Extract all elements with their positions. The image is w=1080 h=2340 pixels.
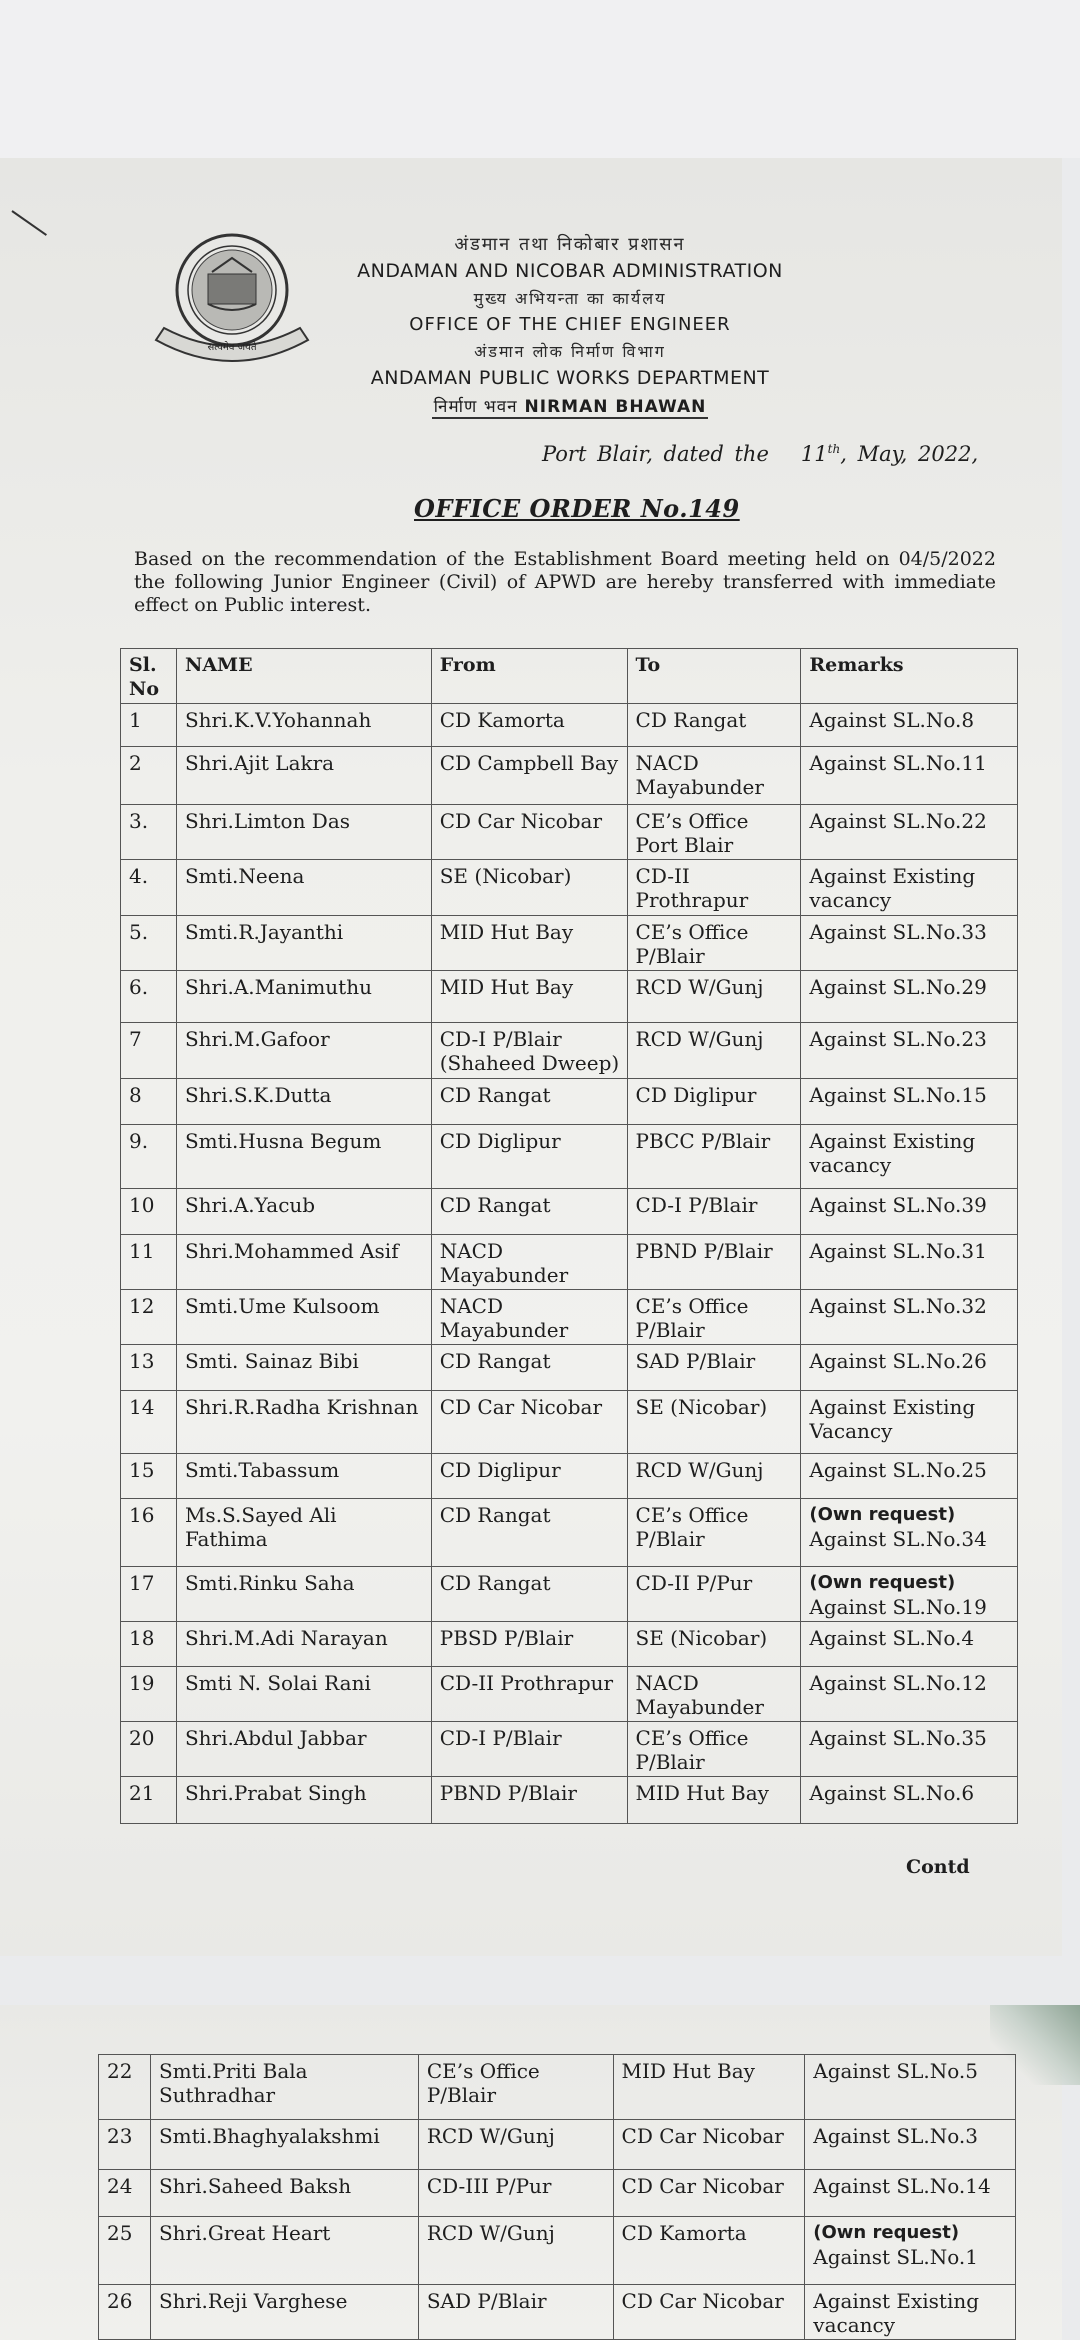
remark-text: Against SL.No.31 [809, 1239, 987, 1263]
cell-remarks [805, 2285, 1016, 2340]
header-bhawan: निर्माण भवन NIRMAN BHAWAN [320, 394, 820, 419]
cell-to: CD Rangat [627, 704, 801, 747]
cell-sl: 19 [121, 1667, 177, 1722]
contd-label: Contd [906, 1856, 970, 1878]
administration-emblem [150, 232, 315, 372]
remark-text: Against Existing vacancy [809, 864, 976, 912]
cell-sl: 4. [121, 860, 177, 916]
cell-from: CD-I P/Blair [431, 1722, 627, 1777]
cell-from: SE (Nicobar) [431, 860, 627, 916]
cell-to: CD Car Nicobar [613, 2120, 805, 2170]
cell-remarks [805, 2217, 1016, 2285]
cell-to: RCD W/Gunj [627, 1023, 801, 1079]
header-hindi-ce: मुख्य अभियन्ता का कार्यलय [473, 289, 667, 308]
table-row [121, 1454, 1018, 1499]
table-row [121, 1567, 1018, 1622]
cell-name: Shri.A.Manimuthu [176, 971, 431, 1023]
table-row [121, 1235, 1018, 1290]
cell-sl: 22 [99, 2055, 151, 2120]
cell-name: Smti.Neena [176, 860, 431, 916]
cell-remarks [801, 1345, 1018, 1391]
remark-text: Against SL.No.14 [813, 2174, 991, 2198]
cell-to: CD Diglipur [627, 1079, 801, 1125]
remark-text: Against SL.No.11 [809, 751, 987, 775]
cell-to: NACD Mayabunder [627, 1667, 801, 1722]
cell-remarks [801, 916, 1018, 971]
cell-from: CD Car Nicobar [431, 805, 627, 860]
cell-name: Shri.M.Gafoor [176, 1023, 431, 1079]
cell-to: CE’s Office P/Blair [627, 1499, 801, 1567]
cell-name: Ms.S.Sayed Ali Fathima [176, 1499, 431, 1567]
remark-text: Against Existing vacancy [813, 2289, 980, 2337]
remark-text: Against SL.No.19 [809, 1595, 987, 1619]
cell-remarks [801, 805, 1018, 860]
cell-name: Shri.Great Heart [150, 2217, 418, 2285]
table-row [121, 1499, 1018, 1567]
cell-sl: 26 [99, 2285, 151, 2340]
cell-name: Shri.S.K.Dutta [176, 1079, 431, 1125]
cell-to: CE’s Office Port Blair [627, 805, 801, 860]
cell-remarks [801, 747, 1018, 805]
remark-text: Against SL.No.8 [809, 708, 975, 732]
cell-name: Shri.K.V.Yohannah [176, 704, 431, 747]
cell-remarks [801, 860, 1018, 916]
cell-name: Smti.Husna Begum [176, 1125, 431, 1189]
col-sl-no: Sl. No [121, 649, 177, 704]
remark-text: Against SL.No.5 [813, 2059, 978, 2083]
remark-text: Against SL.No.3 [813, 2124, 978, 2148]
table-row [121, 1125, 1018, 1189]
cell-sl: 16 [121, 1499, 177, 1567]
remark-text: Against SL.No.25 [809, 1458, 987, 1482]
cell-from: CD Rangat [431, 1189, 627, 1235]
remark-text: Against SL.No.34 [809, 1527, 987, 1551]
cell-to: NACD Mayabunder [627, 747, 801, 805]
transfer-table [120, 648, 1018, 1824]
cell-sl: 17 [121, 1567, 177, 1622]
cell-to: SAD P/Blair [627, 1345, 801, 1391]
cell-name: Shri.Mohammed Asif [176, 1235, 431, 1290]
remark-text: Against Existing vacancy [809, 1129, 976, 1177]
table-row [121, 916, 1018, 971]
cell-from: CD Rangat [431, 1499, 627, 1567]
cell-sl: 9. [121, 1125, 177, 1189]
cell-to: CD Car Nicobar [613, 2170, 805, 2217]
cell-name: Shri.Saheed Baksh [150, 2170, 418, 2217]
cell-name: Shri.Limton Das [176, 805, 431, 860]
cell-sl: 2 [121, 747, 177, 805]
cell-sl: 1 [121, 704, 177, 747]
cell-name: Smti.Tabassum [176, 1454, 431, 1499]
cell-remarks [801, 1235, 1018, 1290]
cell-to: CD Car Nicobar [613, 2285, 805, 2340]
cell-sl: 6. [121, 971, 177, 1023]
cell-from: NACD Mayabunder [431, 1235, 627, 1290]
cell-name: Shri.R.Radha Krishnan [176, 1391, 431, 1454]
cell-name: Shri.Ajit Lakra [176, 747, 431, 805]
header-dept: ANDAMAN PUBLIC WORKS DEPARTMENT [370, 367, 770, 389]
remark-text: Against SL.No.4 [809, 1626, 975, 1650]
cell-remarks [805, 2170, 1016, 2217]
cell-remarks [801, 1499, 1018, 1567]
cell-to: CD-II Prothrapur [627, 860, 801, 916]
remark-text: Against SL.No.26 [809, 1349, 987, 1373]
cell-remarks [801, 704, 1018, 747]
cell-remarks [801, 971, 1018, 1023]
cell-name: Smti. Sainaz Bibi [176, 1345, 431, 1391]
cell-from: CD Rangat [431, 1079, 627, 1125]
cell-name: Shri.Prabat Singh [176, 1777, 431, 1824]
remark-text: Against SL.No.33 [809, 920, 987, 944]
cell-remarks [801, 1189, 1018, 1235]
header-hindi-admin: अंडमान तथा निकोबार प्रशासन [454, 234, 686, 255]
cell-sl: 21 [121, 1777, 177, 1824]
col-from: From [431, 649, 627, 704]
remark-text: Against Existing Vacancy [809, 1395, 976, 1443]
remark-text: Against SL.No.23 [809, 1027, 987, 1051]
cell-to: PBCC P/Blair [627, 1125, 801, 1189]
cell-sl: 12 [121, 1290, 177, 1345]
cell-to: PBND P/Blair [627, 1235, 801, 1290]
cell-to: SE (Nicobar) [627, 1622, 801, 1667]
cell-sl: 23 [99, 2120, 151, 2170]
cell-remarks [801, 1454, 1018, 1499]
cell-from: PBND P/Blair [431, 1777, 627, 1824]
remark-text: Against SL.No.39 [809, 1193, 987, 1217]
cell-remarks [801, 1667, 1018, 1722]
cell-sl: 20 [121, 1722, 177, 1777]
cell-remarks [801, 1777, 1018, 1824]
table-row [121, 860, 1018, 916]
cell-from: MID Hut Bay [431, 971, 627, 1023]
cell-sl: 10 [121, 1189, 177, 1235]
cell-to: CE’s Office P/Blair [627, 916, 801, 971]
table-row [99, 2120, 1016, 2170]
own-request-note: (Own request) [813, 2222, 960, 2243]
cell-remarks [801, 1391, 1018, 1454]
transfer-table-continued [98, 2054, 1016, 2340]
header-hindi-dept: अंडमान लोक निर्माण विभाग [474, 342, 666, 361]
cell-name: Smti.Ume Kulsoom [176, 1290, 431, 1345]
cell-sl: 18 [121, 1622, 177, 1667]
cell-from: CD Car Nicobar [431, 1391, 627, 1454]
cell-name: Shri.Reji Varghese [150, 2285, 418, 2340]
cell-sl: 15 [121, 1454, 177, 1499]
remark-text: Against SL.No.1 [813, 2245, 978, 2269]
table-row [99, 2170, 1016, 2217]
table-row [99, 2055, 1016, 2120]
own-request-note: (Own request) [809, 1572, 956, 1593]
cell-from: CE’s Office P/Blair [418, 2055, 613, 2120]
date-line: Port Blair, dated the 11th, May, 2022, [542, 442, 979, 466]
viewer-top-bar [0, 0, 1080, 158]
cell-name: Smti.Priti Bala Suthradhar [150, 2055, 418, 2120]
cell-from: SAD P/Blair [418, 2285, 613, 2340]
own-request-note: (Own request) [809, 1504, 956, 1525]
cell-from: CD-II Prothrapur [431, 1667, 627, 1722]
table-row [121, 971, 1018, 1023]
header-admin: ANDAMAN AND NICOBAR ADMINISTRATION [357, 260, 783, 282]
table-header-row [121, 649, 1018, 704]
cell-remarks [805, 2120, 1016, 2170]
page-gap [0, 1956, 1080, 2005]
cell-to: RCD W/Gunj [627, 1454, 801, 1499]
table-row [121, 747, 1018, 805]
cell-to: MID Hut Bay [613, 2055, 805, 2120]
cell-to: CD-I P/Blair [627, 1189, 801, 1235]
cell-from: CD Diglipur [431, 1454, 627, 1499]
cell-to: CD Kamorta [613, 2217, 805, 2285]
table-row [121, 1023, 1018, 1079]
cell-from: CD Rangat [431, 1345, 627, 1391]
cell-sl: 11 [121, 1235, 177, 1290]
cell-name: Shri.M.Adi Narayan [176, 1622, 431, 1667]
cell-name: Smti.Rinku Saha [176, 1567, 431, 1622]
cell-from: CD Campbell Bay [431, 747, 627, 805]
cell-name: Smti.Bhaghyalakshmi [150, 2120, 418, 2170]
cell-sl: 7 [121, 1023, 177, 1079]
cell-name: Shri.Abdul Jabbar [176, 1722, 431, 1777]
cell-from: CD Rangat [431, 1567, 627, 1622]
cell-remarks [801, 1722, 1018, 1777]
cell-name: Smti N. Solai Rani [176, 1667, 431, 1722]
table-row [121, 1189, 1018, 1235]
col-to: To [627, 649, 801, 704]
cell-from: CD-III P/Pur [418, 2170, 613, 2217]
cell-from: PBSD P/Blair [431, 1622, 627, 1667]
cell-sl: 5. [121, 916, 177, 971]
order-paragraph: Based on the recommendation of the Establishment Board meeting held on 04/5/2022 the following Junior Engineer (Civil) of APWD are hereby transferred with immediate effect on Public interest. [134, 548, 996, 616]
table-row [121, 1290, 1018, 1345]
cell-from: CD Kamorta [431, 704, 627, 747]
cell-from: NACD Mayabunder [431, 1290, 627, 1345]
remark-text: Against SL.No.22 [809, 809, 987, 833]
cell-remarks [801, 1567, 1018, 1622]
header-office: OFFICE OF THE CHIEF ENGINEER [409, 314, 731, 335]
table-row [121, 1345, 1018, 1391]
table-row [121, 1777, 1018, 1824]
order-title: OFFICE ORDER No.149 [414, 494, 740, 523]
cell-from: MID Hut Bay [431, 916, 627, 971]
table-row [121, 1722, 1018, 1777]
remark-text: Against SL.No.35 [809, 1726, 987, 1750]
cell-sl: 3. [121, 805, 177, 860]
table-row [121, 1079, 1018, 1125]
remark-text: Against SL.No.32 [809, 1294, 987, 1318]
cell-to: SE (Nicobar) [627, 1391, 801, 1454]
cell-remarks [801, 1622, 1018, 1667]
table-row [121, 805, 1018, 860]
cell-remarks [801, 1290, 1018, 1345]
emblem-motto: सत्यमेव जयते [207, 342, 257, 353]
cell-remarks [801, 1023, 1018, 1079]
cell-sl: 25 [99, 2217, 151, 2285]
cell-from: CD-I P/Blair (Shaheed Dweep) [431, 1023, 627, 1079]
cell-sl: 13 [121, 1345, 177, 1391]
table-row [99, 2217, 1016, 2285]
cell-name: Shri.A.Yacub [176, 1189, 431, 1235]
cell-to: RCD W/Gunj [627, 971, 801, 1023]
table-row [121, 1391, 1018, 1454]
col-name: NAME [176, 649, 431, 704]
cell-remarks [801, 1079, 1018, 1125]
cell-remarks [801, 1125, 1018, 1189]
cell-name: Smti.R.Jayanthi [176, 916, 431, 971]
cell-to: MID Hut Bay [627, 1777, 801, 1824]
cell-to: CE’s Office P/Blair [627, 1290, 801, 1345]
table-row [99, 2285, 1016, 2340]
cell-to: CD-II P/Pur [627, 1567, 801, 1622]
remark-text: Against SL.No.15 [809, 1083, 987, 1107]
cell-from: CD Diglipur [431, 1125, 627, 1189]
cell-to: CE’s Office P/Blair [627, 1722, 801, 1777]
remark-text: Against SL.No.6 [809, 1781, 975, 1805]
table-row [121, 704, 1018, 747]
table-row [121, 1667, 1018, 1722]
cell-sl: 24 [99, 2170, 151, 2217]
cell-remarks [805, 2055, 1016, 2120]
cell-sl: 14 [121, 1391, 177, 1454]
cell-from: RCD W/Gunj [418, 2217, 613, 2285]
cell-from: RCD W/Gunj [418, 2120, 613, 2170]
col-remarks: Remarks [801, 649, 1018, 704]
cell-sl: 8 [121, 1079, 177, 1125]
remark-text: Against SL.No.29 [809, 975, 987, 999]
remark-text: Against SL.No.12 [809, 1671, 987, 1695]
table-row [121, 1622, 1018, 1667]
